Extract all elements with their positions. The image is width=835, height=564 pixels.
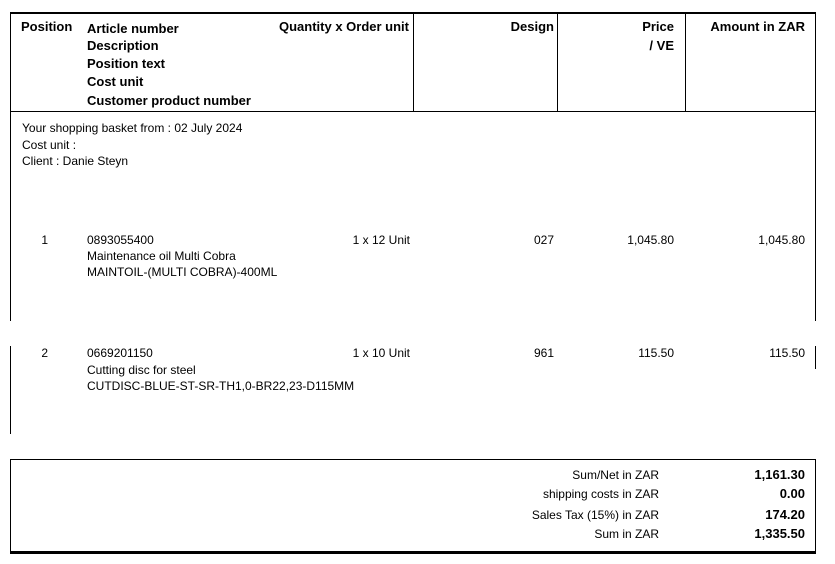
- body-left-border-2: [10, 346, 11, 434]
- basket-cost-unit: Cost unit :: [22, 138, 77, 152]
- body-left-border-1: [10, 112, 11, 321]
- item-price: 1,045.80: [627, 233, 674, 247]
- sales-tax-label: Sales Tax (15%) in ZAR: [531, 508, 659, 522]
- header-article-number: Article number: [87, 21, 179, 36]
- header-quantity: Quantity x Order unit: [278, 19, 409, 34]
- item-amount: 1,045.80: [758, 233, 805, 247]
- item-position-text: CUTDISC-BLUE-ST-SR-TH1,0-BR22,23-D115MM: [87, 379, 355, 393]
- body-right-border-1: [815, 112, 816, 321]
- item-description: Cutting disc for steel: [87, 363, 196, 377]
- header-position: Position: [21, 19, 73, 34]
- header-left-border: [10, 12, 11, 112]
- header-divider-3: [685, 12, 686, 112]
- header-divider-2: [557, 12, 558, 112]
- item-quantity: 1 x 10 Unit: [352, 346, 410, 360]
- item-amount: 115.50: [769, 346, 805, 360]
- item-position: 1: [41, 233, 48, 247]
- totals-left-border: [10, 459, 11, 554]
- shipping-costs-value: 0.00: [779, 486, 805, 501]
- header-right-border: [815, 12, 816, 112]
- header-design: Design: [510, 19, 554, 34]
- header-divider-1: [413, 12, 414, 112]
- header-price-unit: / VE: [649, 38, 674, 53]
- total-net-label: Sum/Net in ZAR: [572, 468, 659, 482]
- totals-bottom-border: [10, 551, 816, 554]
- header-amount: Amount in ZAR: [710, 19, 805, 34]
- header-position-text: Position text: [87, 56, 166, 71]
- basket-date: Your shopping basket from : 02 July 2024: [22, 121, 243, 135]
- header-price: Price: [642, 19, 674, 34]
- grand-total-label: Sum in ZAR: [594, 527, 659, 541]
- grand-total-value: 1,335.50: [754, 526, 805, 541]
- item-price: 115.50: [638, 346, 674, 360]
- item-quantity: 1 x 12 Unit: [352, 233, 410, 247]
- item-position-text: MAINTOIL-(MULTI COBRA)-400ML: [87, 265, 278, 279]
- header-description: Description: [87, 38, 159, 53]
- item-description: Maintenance oil Multi Cobra: [87, 249, 236, 263]
- item-design: 027: [533, 233, 554, 247]
- totals-top-border: [10, 459, 816, 460]
- shipping-costs-label: shipping costs in ZAR: [542, 487, 659, 501]
- item-design: 961: [533, 346, 554, 360]
- item-article-number: 0669201150: [87, 346, 153, 360]
- total-net-value: 1,161.30: [754, 467, 805, 482]
- item-position: 2: [41, 346, 48, 360]
- basket-client: Client : Danie Steyn: [22, 154, 129, 168]
- body-right-border-2: [815, 346, 816, 369]
- header-customer-product-number: Customer product number: [87, 93, 251, 108]
- item-article-number: 0893055400: [87, 233, 154, 247]
- sales-tax-value: 174.20: [765, 507, 805, 522]
- totals-right-border: [815, 459, 816, 554]
- header-cost-unit: Cost unit: [87, 74, 144, 89]
